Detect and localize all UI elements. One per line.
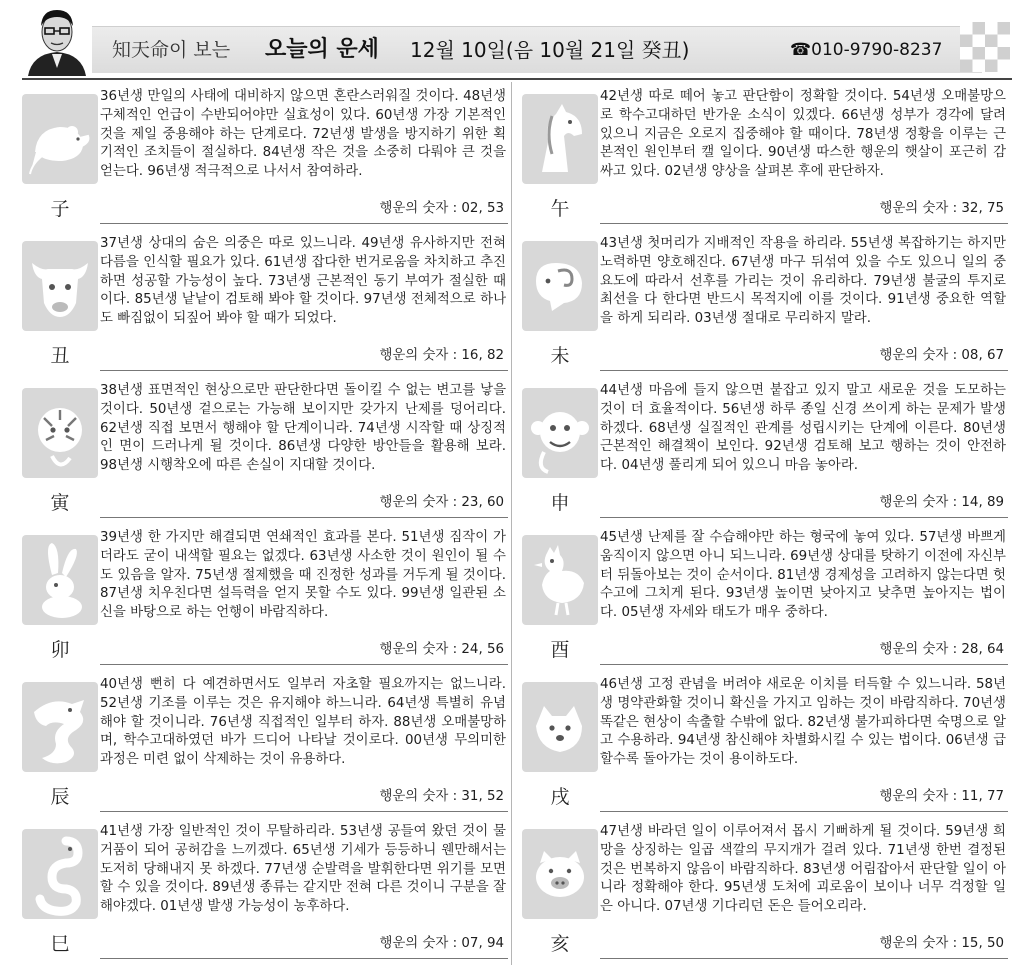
- fortune-card-pig: [514, 819, 1010, 959]
- zodiac-label: 卯: [50, 639, 70, 661]
- page-title: 오늘의 운세: [265, 37, 379, 62]
- fortune-text: 43년생 첫머리가 지배적인 작용을 하리라. 55년생 복잡하기는 하지만 노력하면 양호해진다. 67년생 마구 뒤섞여 있을 수도 있으니 일의 중요도에 따라서 선후를 가리는 것이 유리하다. 79년생 불굴의 투지로 최선을 다 한다면 반드시 목적지에 이를 것이다. 91년생 중요한 역할을 하게 되리라. 03년생 절대로 무리하지 말라.: [600, 236, 1006, 327]
- zodiac-label: 寅: [50, 492, 70, 514]
- lucky-numbers: 행운의 숫자 : 31, 52: [373, 788, 504, 806]
- ox-icon: [22, 241, 98, 331]
- fortune-text: 44년생 마음에 들지 않으면 붙잡고 있지 말고 새로운 것을 도모하는 것이 더 효율적이다. 56년생 하루 종일 신경 쓰이게 하는 문제가 발생하겠다. 68년생 실질적인 관계를 성립시키는 단계에 이른다. 80년생 근본적인 해결책이 보인다. 92년생 검토해 보고 행하는 것이 안전하다. 04년생 풀리게 되어 있으니 마음 놓아라.: [600, 383, 1006, 474]
- checker-pattern-icon: [960, 22, 1010, 72]
- fortune-card-rooster: [514, 525, 1010, 665]
- fortune-card-ox: [14, 231, 510, 371]
- fortune-card-horse: [514, 84, 1010, 224]
- lucky-numbers: 행운의 숫자 : 07, 94: [373, 935, 504, 953]
- dog-icon: [522, 682, 598, 772]
- rabbit-icon: [22, 535, 98, 625]
- lucky-numbers: 행운의 숫자 : 24, 56: [373, 641, 504, 659]
- fortune-card-tiger: [14, 378, 510, 518]
- lucky-numbers: 행운의 숫자 : 15, 50: [873, 935, 1004, 953]
- zodiac-label: 子: [50, 198, 70, 220]
- fortune-card-rat: [14, 84, 510, 224]
- header: [0, 0, 1024, 78]
- zodiac-label: 巳: [50, 933, 70, 955]
- fortune-card-monkey: [514, 378, 1010, 518]
- zodiac-label: 午: [550, 198, 570, 220]
- fortune-text: 36년생 만일의 사태에 대비하지 않으면 혼란스러워질 것이다. 48년생 구체적인 언급이 수반되어야만 실효성이 있다. 60년생 가장 기본적인 것을 제일 중용해야 하는 단계로다. 72년생 발생을 방지하기 위한 획기적인 조치들이 절실하다. 84년생 작은 것을 소중히 다뤄야 큰 것을 얻는다. 96년생 적극적으로 나서서 참여하라.: [100, 89, 506, 180]
- lucky-numbers: 행운의 숫자 : 08, 67: [873, 347, 1004, 365]
- date-label: 12월 10일(음 10월 21일 癸丑): [410, 38, 690, 62]
- fortune-text: 40년생 뻔히 다 예견하면서도 일부러 자초할 필요까지는 없느니라. 52년생 기조를 이루는 것은 유지해야 하느니라. 64년생 특별히 유념해야 할 것이니라. 76년생 직접적인 일부터 하자. 88년생 오매불망하며, 학수고대하였던 바가 드디어 나타날 것이로다. 00년생 무의미한 과정은 미련 없이 삭제하는 것이 유용하다.: [100, 677, 506, 768]
- zodiac-label: 申: [550, 492, 570, 514]
- phone-number: ☎010-9790-8237: [790, 40, 943, 60]
- fortune-text: 46년생 고정 관념을 버려야 새로운 이치를 터득할 수 있느니라. 58년생 명약관화할 것이니 확신을 가지고 임하는 것이 바람직하다. 70년생 똑같은 현상이 속출할 수밖에 없다. 82년생 불가피하다면 숙명으로 알고 수용하라. 94년생 참신해야 차별화시킬 수 있는 법이다. 06년생 급할수록 돌아가는 것이 용이하도다.: [600, 677, 1006, 768]
- monkey-icon: [522, 388, 598, 478]
- fortune-text: 45년생 난제를 잘 수습해야만 하는 형국에 놓여 있다. 57년생 바쁘게 움직이지 않으면 아니 되느니라. 69년생 상대를 탓하기 이전에 자신부터 뒤돌아보는 것이 순서이다. 81년생 경제성을 고려하지 않는다면 헛수고에 그치게 된다. 93년생 높이면 낮아지고 낮추면 높아지는 법이다. 05년생 자세와 태도가 매우 중하다.: [600, 530, 1006, 621]
- horse-icon: [522, 94, 598, 184]
- zodiac-label: 丑: [50, 345, 70, 367]
- fortune-card-dog: [514, 672, 1010, 812]
- zodiac-label: 亥: [550, 933, 570, 955]
- lucky-numbers: 행운의 숫자 : 14, 89: [873, 494, 1004, 512]
- author-avatar: [22, 2, 92, 76]
- fortune-text: 41년생 가장 일반적인 것이 무탈하리라. 53년생 공들여 왔던 것이 물거품이 되어 공허감을 느끼겠다. 65년생 기세가 등등하니 웬만해서는 도저히 당해내지 못 하겠다. 77년생 순발력을 발휘한다면 위기를 모면할 수 있을 것이다. 89년생 종류는 같지만 전혀 다른 것이니 구분을 잘 해야겠다. 01년생 발생 가능성이 농후하다.: [100, 824, 506, 915]
- lucky-numbers: 행운의 숫자 : 11, 77: [873, 788, 1004, 806]
- fortune-card-dragon: [14, 672, 510, 812]
- fortune-text: 42년생 따로 떼어 놓고 판단함이 정확할 것이다. 54년생 오매불망으로 학수고대하던 반가운 소식이 있겠다. 66년생 성부가 경각에 달려 있으니 지금은 오로지 집중해야 할 때이다. 78년생 정황을 이루는 근본적인 원인부터 캘 일이다. 90년생 따스한 행운의 햇살이 포근히 감싸고 있다. 02년생 양상을 살펴본 후에 판단하자.: [600, 89, 1006, 180]
- fortune-text: 39년생 한 가지만 해결되면 연쇄적인 효과를 본다. 51년생 짐작이 가더라도 굳이 내색할 필요는 없겠다. 63년생 사소한 것이 원인이 될 수도 있음을 알자. 75년생 절제했을 때 진정한 성과를 거두게 될 것이다. 87년생 치우친다면 설득력을 얻지 못할 수도 있다. 99년생 일관된 소신을 바탕으로 하는 언행이 바람직하다.: [100, 530, 506, 621]
- fortune-card-snake: [14, 819, 510, 959]
- header-divider: [22, 78, 1012, 80]
- fortune-text: 37년생 상대의 숨은 의중은 따로 있느니라. 49년생 유사하지만 전혀 다름을 인식할 필요가 있다. 61년생 잡다한 번거로움을 차치하고 추진하면 성공할 가능성이 높다. 73년생 근본적인 동기 부여가 절실한 때이다. 85년생 낱낱이 검토해 봐야 할 것이다. 97년생 전체적으로 하나도 빠짐없이 되짚어 봐야 할 때가 되었다.: [100, 236, 506, 327]
- author-label: 知天命이 보는: [112, 39, 231, 61]
- lucky-numbers: 행운의 숫자 : 23, 60: [373, 494, 504, 512]
- rat-icon: [22, 94, 98, 184]
- fortune-card-rabbit: [14, 525, 510, 665]
- zodiac-label: 辰: [50, 786, 70, 808]
- pig-icon: [522, 829, 598, 919]
- zodiac-label: 酉: [550, 639, 570, 661]
- fortune-card-sheep: [514, 231, 1010, 371]
- lucky-numbers: 행운의 숫자 : 02, 53: [373, 200, 504, 218]
- sheep-icon: [522, 241, 598, 331]
- dragon-icon: [22, 682, 98, 772]
- lucky-numbers: 행운의 숫자 : 28, 64: [873, 641, 1004, 659]
- column-divider: [511, 82, 512, 965]
- snake-icon: [22, 829, 98, 919]
- lucky-numbers: 행운의 숫자 : 32, 75: [873, 200, 1004, 218]
- fortune-text: 38년생 표면적인 현상으로만 판단한다면 돌이킬 수 없는 변고를 낳을 것이다. 50년생 겉으로는 가능해 보이지만 갖가지 난제를 덩어리다. 62년생 직접 보면서 행해야 할 단계이니라. 74년생 시작할 때 상징적인 면이 드러나게 될 것이다. 86년생 다양한 방안들을 활용해 보라. 98년생 시행착오에 따른 손실이 지대할 것이다.: [100, 383, 506, 474]
- zodiac-label: 未: [550, 345, 570, 367]
- fortune-text: 47년생 바라던 일이 이루어져서 몹시 기뻐하게 될 것이다. 59년생 희망을 상징하는 일곱 색깔의 무지개가 걸려 있다. 71년생 한번 결정된 것은 번복하지 않음이 바람직하다. 83년생 어림잡아서 판단할 일이 아니라 정확해야 한다. 95년생 도처에 괴로움이 보이나 너무 걱정할 일은 아니다. 07년생 기다리던 돈은 들어오리라.: [600, 824, 1006, 915]
- zodiac-label: 戌: [550, 786, 570, 808]
- rooster-icon: [522, 535, 598, 625]
- lucky-numbers: 행운의 숫자 : 16, 82: [373, 347, 504, 365]
- tiger-icon: [22, 388, 98, 478]
